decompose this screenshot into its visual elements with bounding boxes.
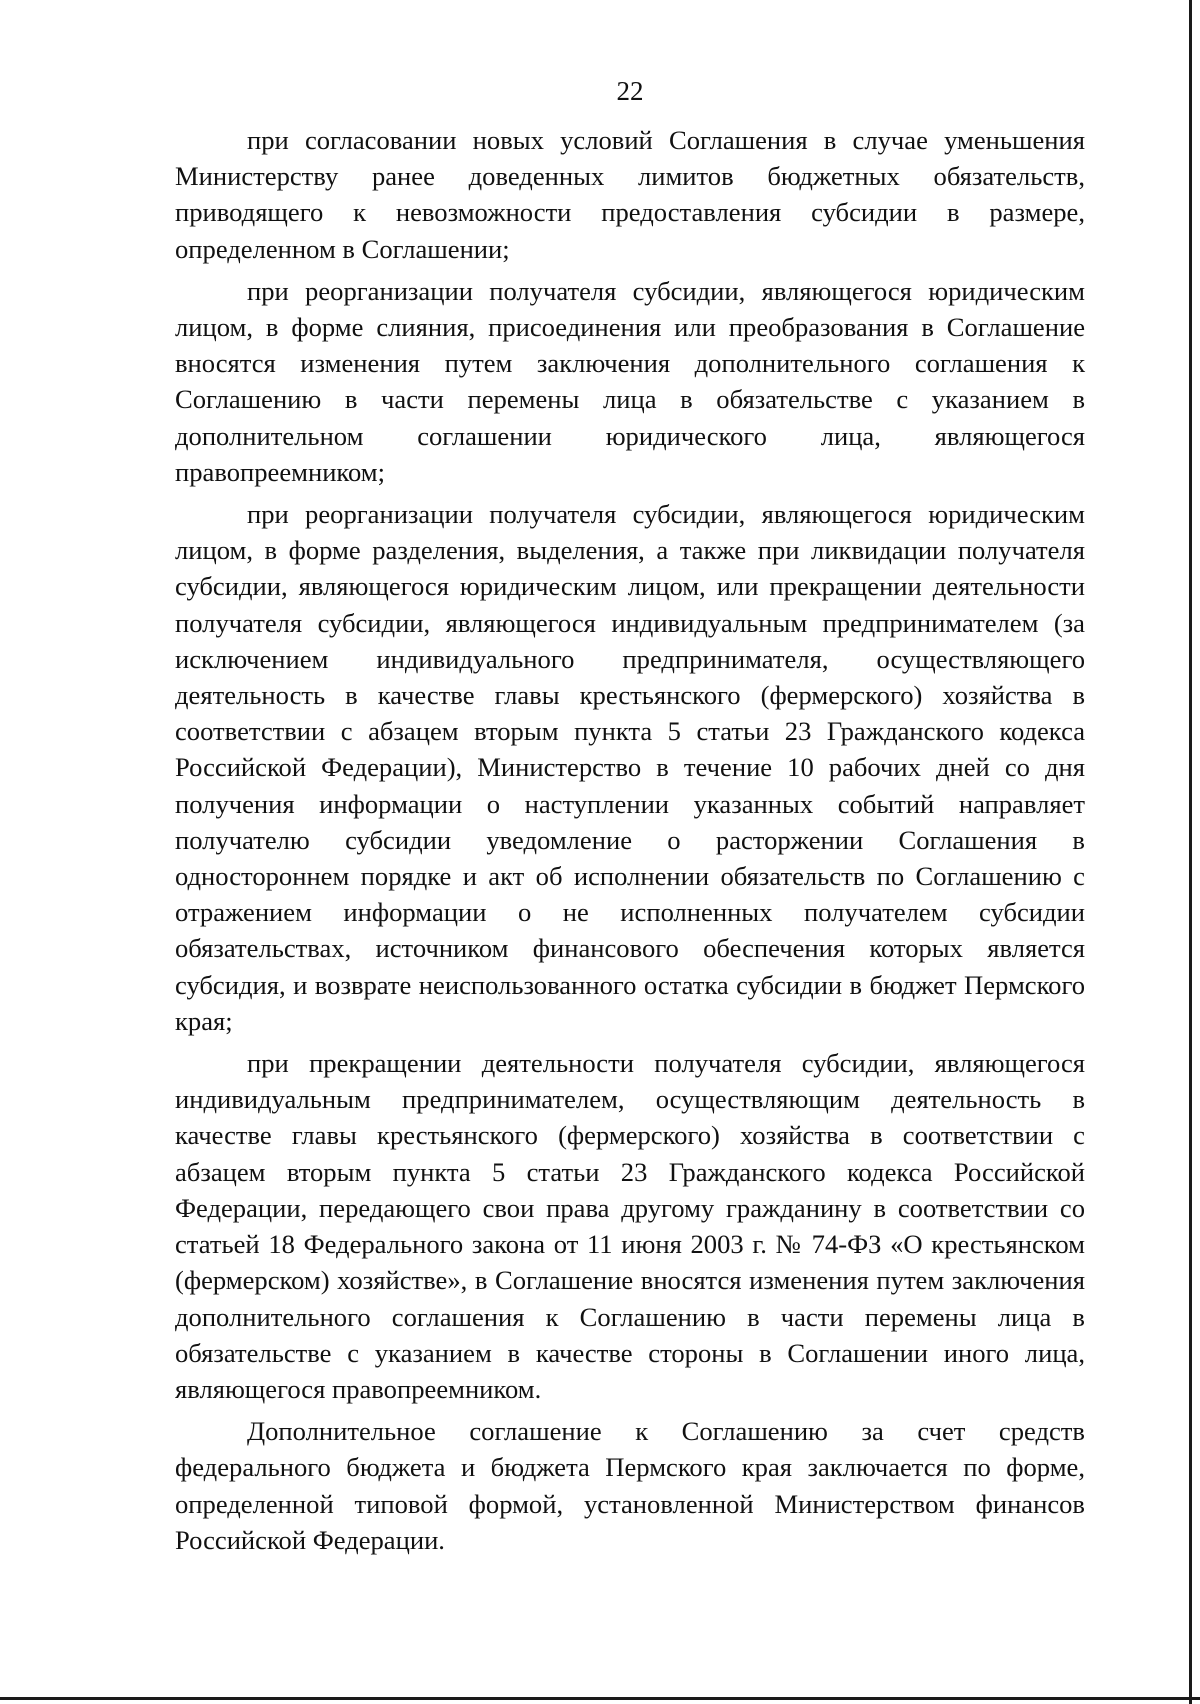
paragraph-reorganization-merger: при реорганизации получателя субсидии, являющегося юридическим лицом, в форме слияния, присоединения или преобразования в Соглашение вносятся изменения путем заключения дополнительного соглашения к Соглашению в части перемены лица в обязательстве с указанием в дополнительном соглашении юридического лица, являющегося правопреемником; [175, 275, 1085, 487]
scan-edge-bottom [0, 1697, 1200, 1700]
document-body [175, 122, 1085, 1564]
paragraph-budget-limits: при согласовании новых условий Соглашения в случае уменьшения Министерству ранее доведенных лимитов бюджетных обязательств, приводящего к невозможности предоставления субсидии в размере, определенном в Соглашении; [175, 125, 1085, 264]
page-number: 22 [616, 76, 644, 106]
paragraph-additional-agreement: Дополнительное соглашение к Соглашению за счет средств федерального бюджета и бюджета Пермского края заключается по форме, определенной типовой формой, установленной Министерством финансов Российской Федерации. [175, 1416, 1085, 1555]
scan-edge-right [1189, 0, 1192, 1704]
paragraph-reorganization-division: при реорганизации получателя субсидии, являющегося юридическим лицом, в форме разделения, выделения, а также при ликвидации получателя субсидии, являющегося юридическим лицом, или прекращении деятельности получателя субсидии, являющегося индивидуальным предпринимателем (за исключением индивидуального предпринимателя, осуществляющего деятельность в качестве главы крестьянского (фермерского) хозяйства в соответствии с абзацем вторым пункта 5 статьи 23 Гражданского кодекса Российской Федерации), Министерство в течение 10 рабочих дней со дня получения информации о наступлении указанных событий направляет получателю субсидии уведомление о расторжении Соглашения в одностороннем порядке и акт об исполнении обязательств по Соглашению с отражением информации о не исполненных получателем субсидии обязательствах, источником финансового обеспечения которых является субсидия, и возврате неиспользованного остатка субсидии в бюджет Пермского края; [175, 499, 1085, 1036]
paragraph-farm-termination: при прекращении деятельности получателя субсидии, являющегося индивидуальным предпринимателем, осуществляющим деятельность в качестве главы крестьянского (фермерского) хозяйства в соответствии с абзацем вторым пункта 5 статьи 23 Гражданского кодекса Российской Федерации, передающего свои права другому гражданину в соответствии со статьей 18 Федерального закона от 11 июня 2003 г. № 74-ФЗ «О крестьянском (фермерском) хозяйстве», в Соглашение вносятся изменения путем заключения дополнительного соглашения к Соглашению в части перемены лица в обязательстве с указанием в качестве стороны в Соглашении иного лица, являющегося правопреемником. [175, 1048, 1085, 1404]
